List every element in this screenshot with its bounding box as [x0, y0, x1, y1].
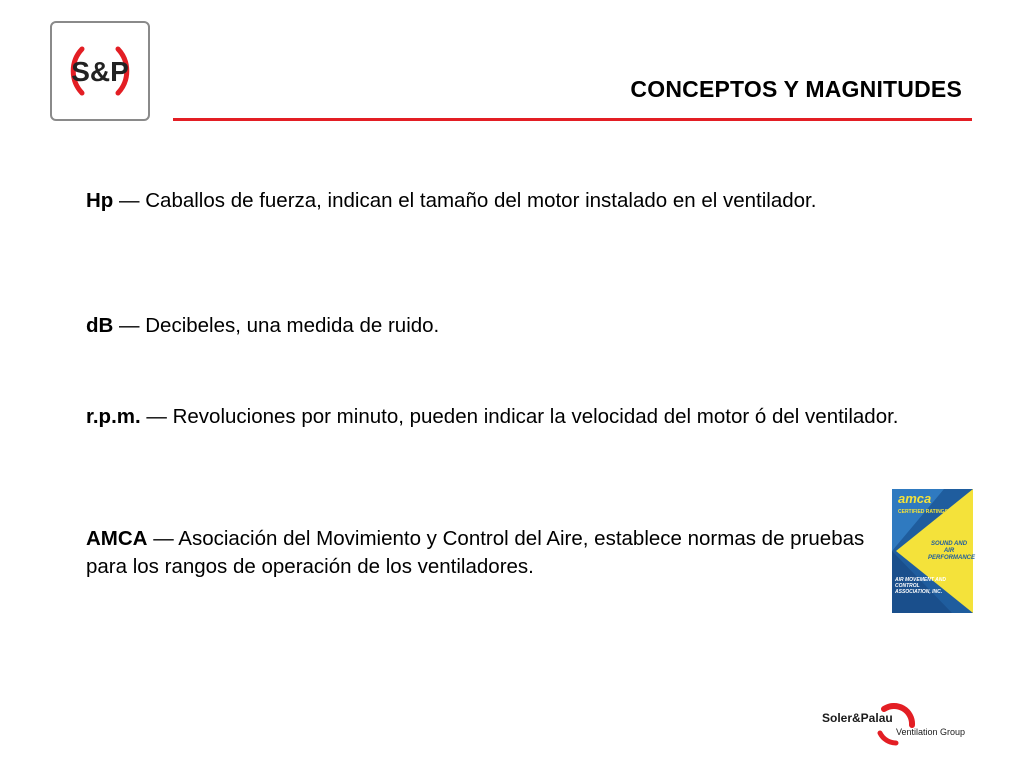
amca-badge-top: amca: [898, 491, 932, 506]
amca-badge-right: SOUND AND AIR PERFORMANCE: [928, 541, 976, 561]
term-dash: —: [119, 314, 140, 337]
amca-badge: [892, 489, 976, 613]
sp-logo-mark: [52, 23, 148, 119]
soler-palau-logo: [818, 703, 978, 748]
definition-text: Caballos de fuerza, indican el tamaño del motor instalado en el ventilador.: [145, 189, 817, 212]
definition-text: Decibeles, una medida de ruido.: [145, 314, 440, 337]
definition-amca: [86, 525, 886, 581]
definition-text: Asociación del Movimiento y Control del Aire, establece normas de pruebas para los rangos de operación de los ventiladores.: [86, 527, 865, 578]
term-hp: Hp: [86, 189, 114, 212]
title-underline: [173, 118, 972, 121]
term-amca: AMCA: [86, 527, 148, 550]
definition-rpm: [86, 403, 956, 431]
footer-brand-text: Soler&Palau: [822, 711, 893, 725]
term-dash: —: [119, 189, 140, 212]
amca-badge-sub: CERTIFIED RATINGS: [898, 509, 948, 515]
term-rpm: r.p.m.: [86, 405, 141, 428]
definition-hp: [86, 187, 906, 215]
definition-db: [86, 312, 906, 340]
amca-badge-graphic: [892, 489, 976, 613]
sp-logo-text: S&P: [71, 56, 129, 87]
term-dash: —: [153, 527, 174, 550]
footer-group-text: Ventilation Group: [896, 727, 966, 737]
term-dash: —: [146, 405, 167, 428]
term-db: dB: [86, 314, 114, 337]
page-title: CONCEPTOS Y MAGNITUDES: [630, 76, 962, 102]
amca-badge-bottom: AIR MOVEMENT AND CONTROL ASSOCIATION, INC.: [895, 577, 946, 595]
definition-text: Revoluciones por minuto, pueden indicar la velocidad del motor ó del ventilador.: [172, 405, 899, 428]
sp-logo: [50, 21, 150, 121]
